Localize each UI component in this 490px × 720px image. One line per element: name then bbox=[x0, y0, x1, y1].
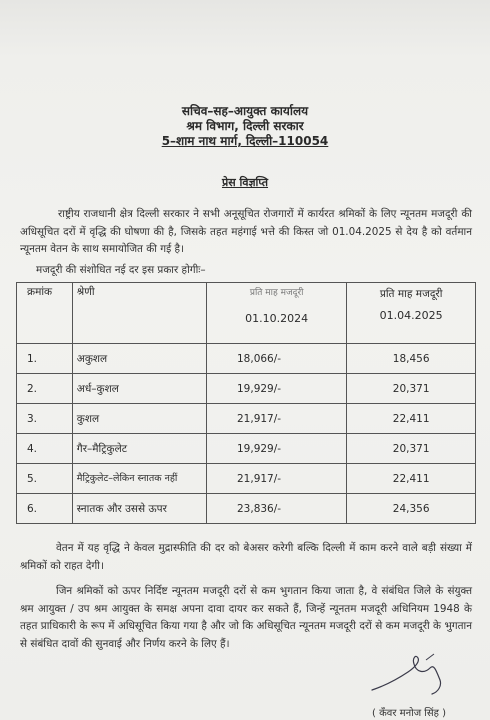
table-row bbox=[17, 404, 476, 434]
row-new-wage: 24,356 bbox=[347, 494, 476, 524]
row-serial: 6. bbox=[17, 494, 73, 524]
header-old-caption: प्रति माह मजदूरी bbox=[249, 288, 304, 298]
header-serial: क्रमांक bbox=[17, 283, 73, 344]
table-header-row bbox=[17, 283, 476, 344]
row-serial: 5. bbox=[17, 464, 73, 494]
department-name: श्रम विभाग, दिल्ली सरकार bbox=[186, 119, 304, 133]
header-new-caption: प्रति माह मजदूरी bbox=[379, 288, 443, 300]
row-new-wage: 20,371 bbox=[347, 434, 476, 464]
row-category: मैट्रिकुलेट–लेकिन स्नातक नहीं bbox=[72, 464, 206, 494]
office-header bbox=[0, 104, 490, 149]
office-address: 5–शाम नाथ मार्ग, दिल्ली–110054 bbox=[161, 134, 329, 148]
row-serial: 2. bbox=[17, 374, 73, 404]
row-old-wage: 21,917/- bbox=[207, 464, 347, 494]
intro-paragraph: राष्ट्रीय राजधानी क्षेत्र दिल्ली सरकार ने सभी अनूसूचित रोजगारों में कार्यरत श्रमिकों के लिए न्यूनतम मजदूरी की अधिसूचित दरों में वृद्धि की घोषणा की है, जिसके तहत महंगाई भत्ते की किस्त जो 01.04.2025 से देय है को वर्तमान न्यूनतम वेतन के साथ समायोजित की गई है। bbox=[20, 208, 472, 255]
wage-table bbox=[16, 282, 476, 524]
row-old-wage: 19,929/- bbox=[207, 434, 347, 464]
row-old-wage: 18,066/- bbox=[207, 344, 347, 374]
row-serial: 4. bbox=[17, 434, 73, 464]
row-old-wage: 23,836/- bbox=[207, 494, 347, 524]
table-row bbox=[17, 374, 476, 404]
table-row bbox=[17, 434, 476, 464]
table-row bbox=[17, 464, 476, 494]
row-category: स्नातक और उससे ऊपर bbox=[72, 494, 206, 524]
office-name: सचिव–सह–आयुक्त कार्यालय bbox=[181, 104, 309, 118]
claims-paragraph: जिन श्रमिकों को ऊपर निर्दिष्ट न्यूनतम मजदूरी दरों से कम भुगतान किया जाता है, वे संबंधित जिले के संयुक्त श्रम आयुक्त / उप श्रम आयुक्त के समक्ष अपना दावा दायर कर सकते हैं, जिन्हें न्यूनतम मजदूरी अधिनियम 1948 के तहत प्राधिकारी के रूप में अधिसूचित किया गया है और जो कि अधिसूचित न्यूनतम मजदूरी दरों से कम मजदूरी के भुगतान से संबंधित दावों की सुनवाई और निर्णय करने के लिए हैं। bbox=[20, 585, 472, 650]
row-serial: 1. bbox=[17, 344, 73, 374]
row-category: अकुशल bbox=[72, 344, 206, 374]
row-category: कुशल bbox=[72, 404, 206, 434]
header-old-date: 01.10.2024 bbox=[245, 312, 309, 325]
row-new-wage: 18,456 bbox=[347, 344, 476, 374]
handwritten-signature bbox=[368, 650, 448, 700]
row-category: अर्ध–कुशल bbox=[72, 374, 206, 404]
row-serial: 3. bbox=[17, 404, 73, 434]
press-release-title: प्रेस विज्ञप्ति bbox=[221, 176, 269, 189]
row-new-wage: 22,411 bbox=[347, 404, 476, 434]
row-old-wage: 19,929/- bbox=[207, 374, 347, 404]
row-new-wage: 22,411 bbox=[347, 464, 476, 494]
row-category: गैर–मैट्रिकुलेट bbox=[72, 434, 206, 464]
header-category: श्रेणी bbox=[72, 283, 206, 344]
row-old-wage: 21,917/- bbox=[207, 404, 347, 434]
table-row bbox=[17, 494, 476, 524]
table-row bbox=[17, 344, 476, 374]
header-old-wage bbox=[207, 283, 347, 344]
header-new-date: 01.04.2025 bbox=[379, 309, 443, 322]
row-new-wage: 20,371 bbox=[347, 374, 476, 404]
signatory-name: ( कँवर मनोज सिंह ) bbox=[372, 708, 447, 719]
header-new-wage bbox=[347, 283, 476, 344]
relief-paragraph: वेतन में यह वृद्धि ने केवल मुद्रास्फीति की दर को बेअसर करेगी बल्कि दिल्ली में काम करने वाले बड़ी संख्या में श्रमिकों को राहत देगी। bbox=[20, 542, 472, 572]
table-lead-text: मजदूरी की संशोधित नई दर इस प्रकार होगीः– bbox=[36, 264, 206, 276]
